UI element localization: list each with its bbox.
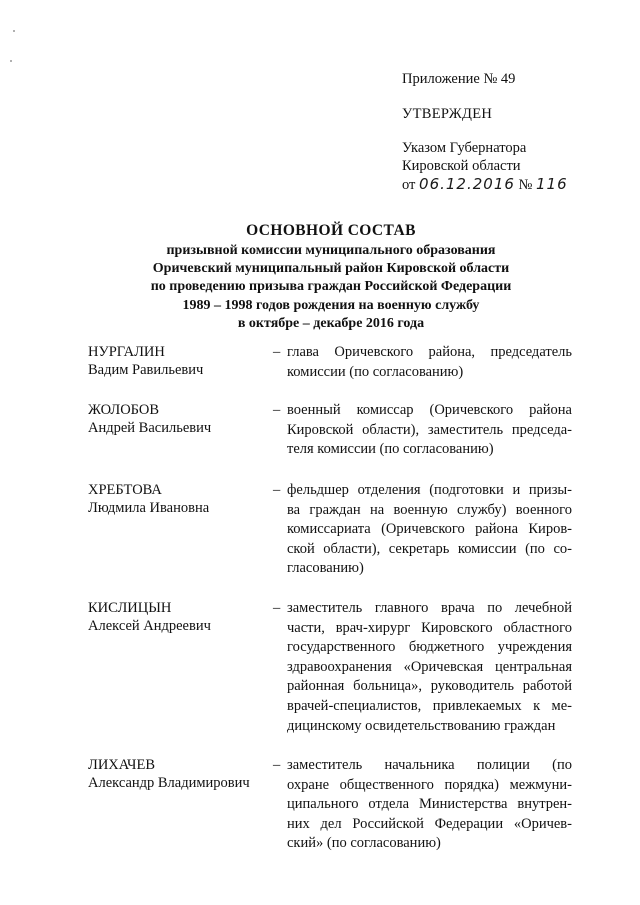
- scan-speck: [10, 60, 12, 62]
- separator-dash: –: [273, 481, 281, 498]
- role-line: ской области), секретарь комиссии (по со-: [287, 540, 572, 557]
- role-line: районная больница», руководитель работой: [287, 678, 572, 695]
- subtitle-line: призывной комиссии муниципального образования: [166, 243, 496, 258]
- role-line: части, врач-хирург Кировского областного: [287, 619, 572, 636]
- role-line: фельдшер отделения (подготовки и призы-: [287, 481, 572, 498]
- member-role: [287, 481, 572, 579]
- member-name: [88, 756, 273, 854]
- document-title-block: [86, 221, 576, 333]
- role-line: комиссии (по согласованию): [287, 363, 464, 380]
- separator-dash: –: [273, 599, 281, 616]
- role-line: ский» (по согласованию): [287, 835, 441, 852]
- member-name: [88, 599, 273, 736]
- decree-date-line: [402, 175, 612, 194]
- scan-speck: [13, 30, 15, 32]
- role-line: государственного бюджетного учреждения: [287, 639, 572, 656]
- decree-number-label: №: [518, 177, 533, 193]
- separator-dash: –: [273, 757, 281, 774]
- member-role: [287, 401, 572, 460]
- member-given-name: Алексей Андреевич: [88, 617, 211, 634]
- role-line: гласованию): [287, 560, 364, 577]
- appendix-number: Приложение № 49: [402, 71, 516, 87]
- role-line: ва граждан на военную службу) военного: [287, 501, 572, 518]
- role-line: них дел Российской Федерации «Оричев-: [287, 815, 572, 832]
- member-role: [287, 756, 572, 854]
- member-surname: ЖОЛОБОВ: [88, 402, 160, 419]
- role-line: глава Оричевского района, председатель: [287, 344, 572, 360]
- role-line: комиссариата (Оричевского района Киров-: [287, 521, 572, 538]
- role-line: охране общественного порядка) межмуни-: [287, 776, 572, 793]
- decree-from-label: от: [402, 177, 416, 193]
- member-entry: [88, 343, 572, 382]
- commission-member-list: [88, 343, 572, 854]
- member-role: [287, 599, 572, 736]
- member-given-name: Андрей Васильевич: [88, 420, 212, 437]
- member-name: [88, 401, 273, 460]
- member-given-name: Александр Владимирович: [88, 775, 250, 792]
- role-line: Кировской области), заместитель председа-: [287, 421, 572, 438]
- role-line: врачей-специалистов, привлекаемых к ме-: [287, 697, 572, 714]
- member-role: [287, 343, 572, 382]
- member-surname: ЛИХАЧЕВ: [88, 757, 155, 774]
- document-title: ОСНОВНОЙ СОСТАВ: [246, 222, 416, 239]
- role-line: заместитель начальника полиции (по: [287, 757, 572, 774]
- separator-dash: –: [273, 344, 281, 360]
- decree-line-1: Указом Губернатора: [402, 140, 527, 156]
- decree-line-2: Кировской области: [402, 158, 521, 174]
- member-name: [88, 481, 273, 579]
- role-line: ципального отдела Министерства внутрен-: [287, 796, 572, 813]
- member-entry: [88, 401, 572, 460]
- member-name: [88, 343, 273, 382]
- decree-reference: [402, 139, 612, 194]
- handwritten-date: 06.12.2016: [419, 175, 515, 193]
- member-given-name: Людмила Ивановна: [88, 499, 210, 516]
- role-line: заместитель главного врача по лечебной: [287, 599, 572, 616]
- member-surname: НУРГАЛИН: [88, 344, 165, 360]
- member-surname: ХРЕБТОВА: [88, 481, 162, 498]
- member-entry: [88, 756, 572, 854]
- role-line: здравоохранения «Оричевская центральная: [287, 658, 572, 675]
- approved-stamp-text: УТВЕРЖДЕН: [402, 106, 493, 122]
- subtitle-line: в октябре – декабре 2016 года: [237, 315, 425, 331]
- member-surname: КИСЛИЦЫН: [88, 599, 172, 616]
- role-line: дицинскому освидетельствованию граждан: [287, 717, 556, 734]
- subtitle-line: Оричевский муниципальный район Кировской области: [152, 261, 510, 277]
- separator-dash: –: [273, 402, 281, 419]
- role-line: военный комиссар (Оричевского района: [287, 402, 572, 419]
- member-entry: [88, 599, 572, 736]
- member-given-name: Вадим Равильевич: [88, 362, 204, 378]
- subtitle-line: 1989 – 1998 годов рождения на военную службу: [182, 297, 480, 313]
- role-line: теля комиссии (по согласованию): [287, 441, 494, 458]
- handwritten-number: 116: [536, 175, 568, 193]
- member-entry: [88, 481, 572, 579]
- subtitle-line: по проведению призыва граждан Российской Федерации: [150, 279, 512, 295]
